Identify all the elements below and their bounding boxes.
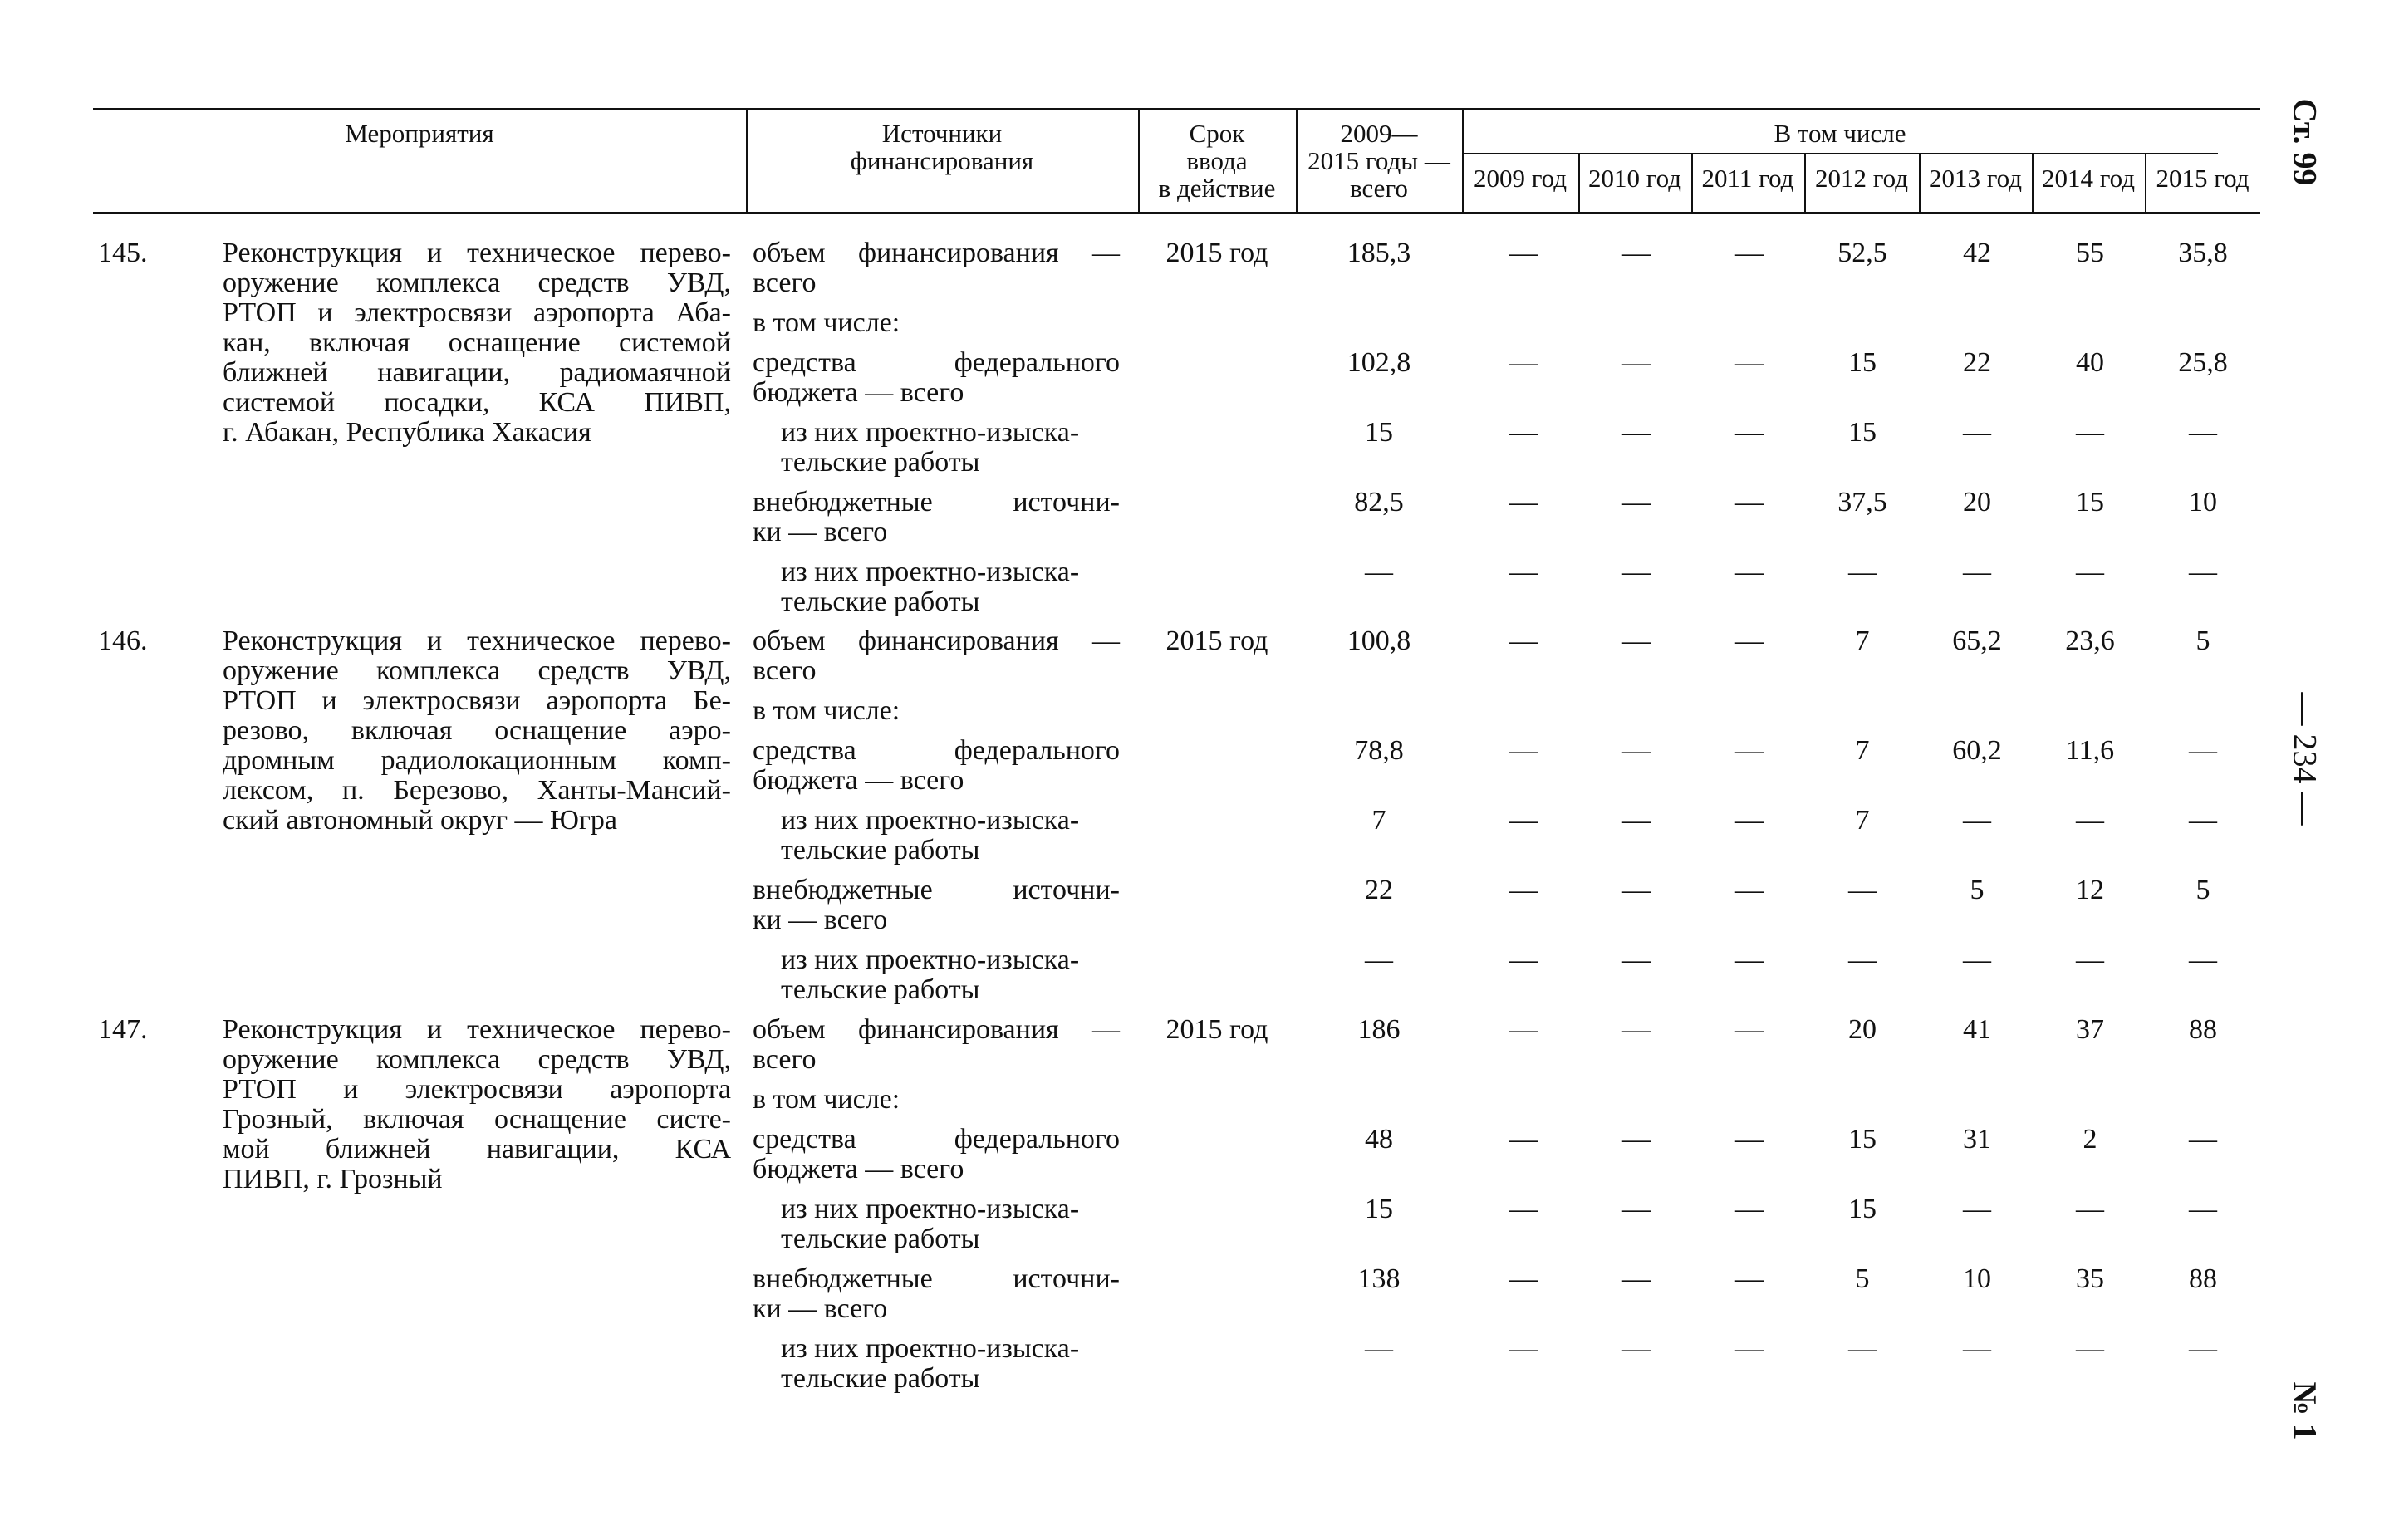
funding-source (781, 945, 1120, 1005)
year-value: — (1735, 1014, 1764, 1045)
year-value: 10 (2189, 487, 2217, 517)
header-year: 2013 год (1928, 164, 2023, 193)
year-value: 35,8 (2178, 238, 2228, 268)
year-value: — (1963, 944, 1991, 975)
year-value: — (1963, 1194, 1991, 1224)
year-value: — (1848, 944, 1877, 975)
issue-number: № 1 (2286, 1381, 2324, 1440)
year-value: — (2189, 1194, 2217, 1224)
year-value: — (1735, 1124, 1764, 1155)
year-value: 7 (1855, 735, 1870, 766)
year-value: — (1509, 1124, 1538, 1155)
funding-source (753, 308, 1120, 338)
row-number: 145. (98, 238, 148, 268)
year-value: — (1622, 347, 1651, 378)
year-value: — (1509, 238, 1538, 268)
year-value: 25,8 (2178, 347, 2228, 378)
year-value: — (1735, 1333, 1764, 1364)
header-year: 2015 год (2156, 164, 2249, 193)
year-value: — (1735, 1263, 1764, 1294)
year-value: — (1622, 875, 1651, 905)
description-line: РТОП и электросвязи аэропорта (223, 1075, 731, 1105)
funding-source (753, 348, 1120, 408)
year-value: — (1509, 735, 1538, 766)
table-header-rule (93, 212, 2260, 214)
total-value: 48 (1365, 1124, 1393, 1155)
funding-source-line: бюджета — всего (753, 1154, 964, 1184)
year-value: — (1509, 944, 1538, 975)
year-value: 12 (2076, 875, 2104, 905)
year-value: 15 (1848, 347, 1877, 378)
funding-source-line: тельские работы (781, 447, 980, 478)
year-value: — (2189, 1333, 2217, 1364)
funding-source-line: тельские работы (781, 835, 980, 866)
year-value: — (1622, 944, 1651, 975)
year-value: 22 (1963, 347, 1991, 378)
year-value: 11,6 (2065, 735, 2115, 766)
year-value: 60,2 (1952, 735, 2002, 766)
funding-source (781, 1194, 1120, 1254)
total-value: 78,8 (1354, 735, 1404, 766)
total-value: 15 (1365, 1194, 1393, 1224)
description-line: Грозный, включая оснащение систе- (223, 1105, 731, 1135)
year-value: — (1509, 875, 1538, 905)
year-value: — (2189, 805, 2217, 836)
year-value: — (1622, 238, 1651, 268)
description-line: системой посадки, КСА ПИВП, (223, 388, 731, 418)
header-year: 2010 год (1587, 164, 1682, 193)
year-value: — (2189, 735, 2217, 766)
funding-source-line: в том числе: (753, 307, 900, 338)
description-line: г. Абакан, Республика Хакасия (223, 418, 591, 448)
year-value: 20 (1848, 1014, 1877, 1045)
funding-source (753, 626, 1120, 686)
year-value: — (1622, 1333, 1651, 1364)
funding-source (781, 806, 1120, 866)
year-value: — (1622, 735, 1651, 766)
year-value: — (1735, 347, 1764, 378)
description-line: РТОП и электросвязи аэропорта Аба- (223, 298, 731, 328)
funding-source-line: ки — всего (753, 905, 888, 935)
year-value: — (1622, 557, 1651, 587)
description-line: лексом, п. Березово, Ханты-Мансий- (223, 776, 731, 806)
year-value: — (1963, 1333, 1991, 1364)
funding-source (753, 1125, 1120, 1184)
year-value: 88 (2189, 1263, 2217, 1294)
year-value: 88 (2189, 1014, 2217, 1045)
year-value: — (2189, 557, 2217, 587)
year-value: — (1735, 805, 1764, 836)
year-value: — (2189, 944, 2217, 975)
year-value: — (1848, 875, 1877, 905)
year-value: — (1735, 625, 1764, 656)
year-value: — (1509, 347, 1538, 378)
year-value: — (1735, 557, 1764, 587)
funding-source-line: всего (753, 655, 817, 686)
measure-description (223, 1015, 731, 1194)
description-line: оружение комплекса средств УВД, (223, 1045, 731, 1075)
funding-source (781, 418, 1120, 478)
year-value: — (1735, 1194, 1764, 1224)
year-value: — (1622, 1194, 1651, 1224)
description-line: ПИВП, г. Грозный (223, 1165, 443, 1194)
total-value: 7 (1371, 805, 1386, 836)
funding-source (753, 1085, 1120, 1115)
total-value: 22 (1365, 875, 1393, 905)
funding-source-line: тельские работы (781, 1224, 980, 1254)
funding-source (753, 1015, 1120, 1075)
year-value: 15 (1848, 1124, 1877, 1155)
year-value: — (1622, 487, 1651, 517)
year-value: — (1622, 1124, 1651, 1155)
funding-source-line: бюджета — всего (753, 377, 964, 408)
funding-source-line: средства федерального (753, 735, 1120, 766)
year-value: 41 (1963, 1014, 1991, 1045)
year-value: — (1622, 805, 1651, 836)
total-value: — (1365, 1333, 1393, 1364)
year-value: 31 (1963, 1124, 1991, 1155)
year-value: 5 (2195, 625, 2210, 656)
year-value: — (1963, 557, 1991, 587)
measure-description (223, 238, 731, 448)
row-number: 147. (98, 1014, 148, 1045)
funding-source-line: из них проектно-изыска- (781, 944, 1080, 975)
year-value: — (1509, 1194, 1538, 1224)
total-value: — (1365, 944, 1393, 975)
total-value: 82,5 (1354, 487, 1404, 517)
year-value: — (2189, 417, 2217, 448)
funding-source-line: тельские работы (781, 1363, 980, 1394)
funding-source-line: ки — всего (753, 1293, 888, 1324)
year-value: — (1509, 1014, 1538, 1045)
year-value: 10 (1963, 1263, 1991, 1294)
term: 2015 год (1165, 1014, 1268, 1045)
year-value: — (1735, 875, 1764, 905)
year-value: 5 (1970, 875, 1985, 905)
year-value: 15 (1848, 417, 1877, 448)
total-value: 102,8 (1347, 347, 1411, 378)
year-value: 23,6 (2065, 625, 2115, 656)
header-total: 2009— 2015 годы — всего (1307, 119, 1450, 203)
funding-source-line: внебюджетные источни- (753, 487, 1120, 517)
funding-source-line: в том числе: (753, 1084, 900, 1115)
header-year: 2014 год (2041, 164, 2136, 193)
funding-source-line: всего (753, 267, 817, 298)
funding-source-line: в том числе: (753, 695, 900, 726)
year-value: 52,5 (1837, 238, 1887, 268)
year-value: — (1622, 625, 1651, 656)
year-value: — (2076, 1333, 2104, 1364)
year-value: 37 (2076, 1014, 2104, 1045)
year-value: 20 (1963, 487, 1991, 517)
funding-source (753, 736, 1120, 796)
description-line: ближней навигации, радиомаячной (223, 358, 731, 388)
year-value: — (1963, 805, 1991, 836)
funding-source-line: тельские работы (781, 586, 980, 617)
year-value: 7 (1855, 625, 1870, 656)
header-subrule (1462, 153, 2218, 154)
year-value: — (2076, 1194, 2104, 1224)
funding-source-line: бюджета — всего (753, 765, 964, 796)
measure-description (223, 626, 731, 836)
description-line: оружение комплекса средств УВД, (223, 656, 731, 686)
year-value: — (1735, 944, 1764, 975)
description-line: дромным радиолокационным комп- (223, 746, 731, 776)
description-line: Реконструкция и техническое перево- (223, 1015, 731, 1045)
header-measures: Мероприятия (345, 119, 494, 148)
year-value: — (2076, 417, 2104, 448)
funding-source-line: внебюджетные источни- (753, 875, 1120, 905)
year-value: 15 (1848, 1194, 1877, 1224)
total-value: 100,8 (1347, 625, 1411, 656)
year-value: 15 (2076, 487, 2104, 517)
page-number: — 234 — (2286, 692, 2324, 826)
description-line: резово, включая оснащение аэро- (223, 716, 731, 746)
year-value: 35 (2076, 1263, 2104, 1294)
year-value: — (1963, 417, 1991, 448)
year-value: 42 (1963, 238, 1991, 268)
funding-source (753, 1264, 1120, 1324)
total-value: — (1365, 557, 1393, 587)
description-line: кан, включая оснащение системой (223, 328, 731, 358)
year-value: 40 (2076, 347, 2104, 378)
year-value: — (1509, 805, 1538, 836)
funding-source-line: из них проектно-изыска- (781, 1194, 1080, 1224)
header-sources: Источники финансирования (850, 119, 1034, 175)
funding-source (781, 557, 1120, 617)
funding-source (781, 1334, 1120, 1394)
header-year: 2009 год (1473, 164, 1568, 193)
year-value: — (1509, 1333, 1538, 1364)
funding-source-line: объем финансирования — (753, 1014, 1120, 1045)
year-value: — (2076, 944, 2104, 975)
year-value: 65,2 (1952, 625, 2002, 656)
year-value: — (1509, 557, 1538, 587)
total-value: 185,3 (1347, 238, 1411, 268)
funding-source-line: средства федерального (753, 347, 1120, 378)
year-value: — (1509, 487, 1538, 517)
year-value: — (2076, 557, 2104, 587)
funding-source-line: объем финансирования — (753, 625, 1120, 656)
header-year: 2011 год (1701, 164, 1794, 193)
year-value: — (1848, 1333, 1877, 1364)
description-line: Реконструкция и техническое перево- (223, 238, 731, 268)
funding-source-line: внебюджетные источни- (753, 1263, 1120, 1294)
description-line: оружение комплекса средств УВД, (223, 268, 731, 298)
funding-source (753, 488, 1120, 547)
year-value: 55 (2076, 238, 2104, 268)
header-term: Срок ввода в действие (1158, 119, 1276, 203)
year-value: — (1509, 1263, 1538, 1294)
funding-source-line: из них проектно-изыска- (781, 1333, 1080, 1364)
page-label: Ст. 99 (2286, 98, 2324, 186)
funding-source-line: ки — всего (753, 517, 888, 547)
year-value: 5 (1855, 1263, 1870, 1294)
year-value: — (1509, 417, 1538, 448)
funding-source-line: из них проектно-изыска- (781, 805, 1080, 836)
funding-source-line: средства федерального (753, 1124, 1120, 1155)
term: 2015 год (1165, 625, 1268, 656)
year-value: — (1622, 1263, 1651, 1294)
year-value: — (1735, 487, 1764, 517)
year-value: — (1509, 625, 1538, 656)
funding-source (753, 875, 1120, 935)
funding-source-line: из них проектно-изыска- (781, 417, 1080, 448)
description-line: мой ближней навигации, КСА (223, 1135, 731, 1165)
funding-source (753, 238, 1120, 298)
description-line: РТОП и электросвязи аэропорта Бе- (223, 686, 731, 716)
header-year: 2012 год (1814, 164, 1909, 193)
year-value: — (2076, 805, 2104, 836)
total-value: 138 (1357, 1263, 1401, 1294)
header-including: В том числе (1774, 119, 1906, 148)
description-line: Реконструкция и техническое перево- (223, 626, 731, 656)
total-value: 186 (1357, 1014, 1401, 1045)
table-top-rule (93, 108, 2260, 110)
year-value: 5 (2195, 875, 2210, 905)
year-value: — (1622, 417, 1651, 448)
year-value: — (1735, 238, 1764, 268)
funding-source (753, 696, 1120, 726)
term: 2015 год (1165, 238, 1268, 268)
funding-source-line: тельские работы (781, 974, 980, 1005)
year-value: — (1622, 1014, 1651, 1045)
funding-source-line: из них проектно-изыска- (781, 557, 1080, 587)
total-value: 15 (1365, 417, 1393, 448)
funding-source-line: объем финансирования — (753, 238, 1120, 268)
funding-source-line: всего (753, 1044, 817, 1075)
year-value: 37,5 (1837, 487, 1887, 517)
year-value: 2 (2083, 1124, 2097, 1155)
description-line: ский автономный округ — Югра (223, 806, 618, 836)
row-number: 146. (98, 625, 148, 656)
year-value: 7 (1855, 805, 1870, 836)
year-value: — (2189, 1124, 2217, 1155)
year-value: — (1735, 735, 1764, 766)
year-value: — (1848, 557, 1877, 587)
year-value: — (1735, 417, 1764, 448)
